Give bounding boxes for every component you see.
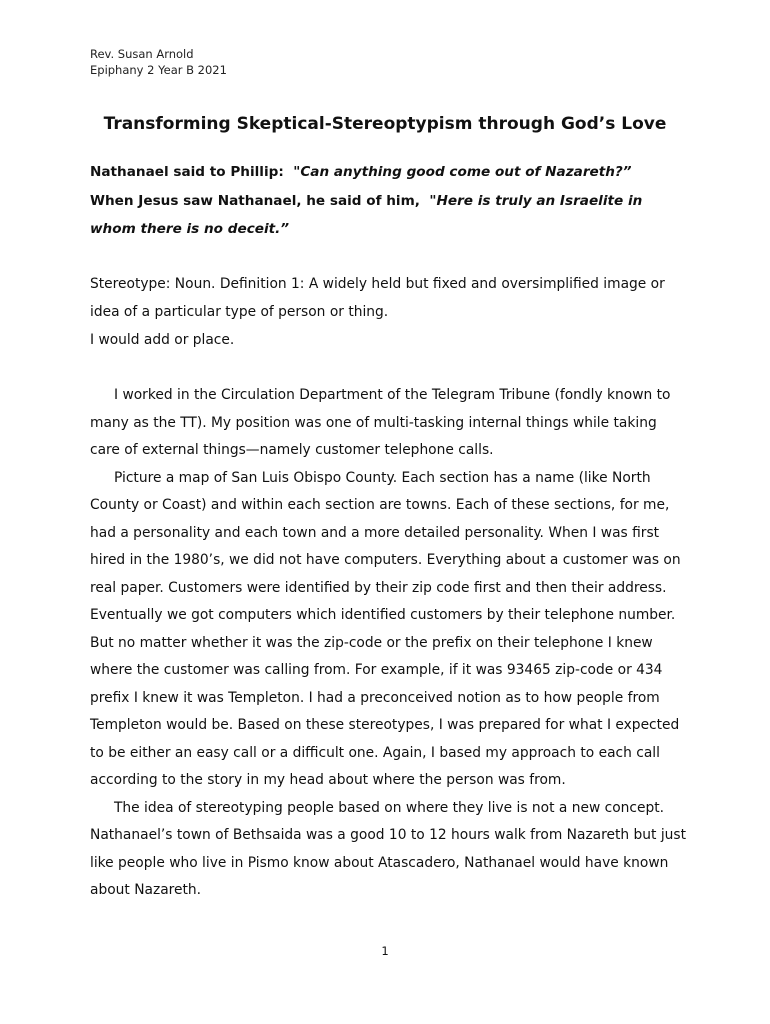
author-line: Rev. Susan Arnold <box>90 47 194 61</box>
occasion-line: Epiphany 2 Year B 2021 <box>90 63 227 77</box>
paragraph: The idea of stereotyping people based on where they live is not a new concept. Nathanael’s town of Bethsaida was a good 10 to 12 hours walk from Nazareth but just like people who live in Pismo know about Atascadero, Nathanael would have known about Nazareth. <box>90 799 687 898</box>
definition-block <box>90 270 690 354</box>
definition-addendum: I would add or place. <box>90 332 235 348</box>
scripture-line-1 <box>90 158 690 187</box>
document-header <box>90 46 227 78</box>
paragraph: I worked in the Circulation Department of the Telegram Tribune (fondly known to many as the TT). My position was one of multi-tasking internal things while taking care of external things—namely customer telephone calls. <box>90 387 671 458</box>
scripture-speaker-2: When Jesus saw Nathanael, he said of him, <box>90 192 420 209</box>
page-title: Transforming Skeptical-Stereoptypism through God’s Love <box>103 114 667 134</box>
scripture-line-2 <box>90 187 690 244</box>
scripture-quote-1: "Can anything good come out of Nazareth?” <box>293 164 632 180</box>
paragraph: Picture a map of San Luis Obispo County. Each section has a name (like North County or Coast) and within each section are towns. Each of these sections, for me, had a personality and each town and a more detailed personality. When I was first hired in the 1980’s, we did not have computers. Everything about a customer was on real paper. Customers were identified by their zip code first and then their address. Eventually we got computers which identified customers by their telephone number. But no matter whether it was the zip-code or the prefix on their telephone I knew where the customer was calling from. For example, if it was 93465 zip-code or 434 prefix I knew it was Templeton. I had a preconceived notion as to how people from Templeton would be. Based on these stereotypes, I was prepared for what I expected to be either an easy call or a difficult one. Again, I based my approach to each call according to the story in my head about where the person was from. <box>90 469 681 788</box>
page-number: 1 <box>381 944 389 958</box>
scripture-block <box>90 158 690 244</box>
body-text <box>90 382 690 905</box>
definition-text: Stereotype: Noun. Definition 1: A widely held but fixed and oversimplified image or idea of a particular type of person or thing. <box>90 276 665 320</box>
scripture-speaker-1: Nathanael said to Phillip: <box>90 164 284 180</box>
scripture-quote-2: "Here is truly an Israelite in whom there is no deceit.” <box>90 192 643 237</box>
